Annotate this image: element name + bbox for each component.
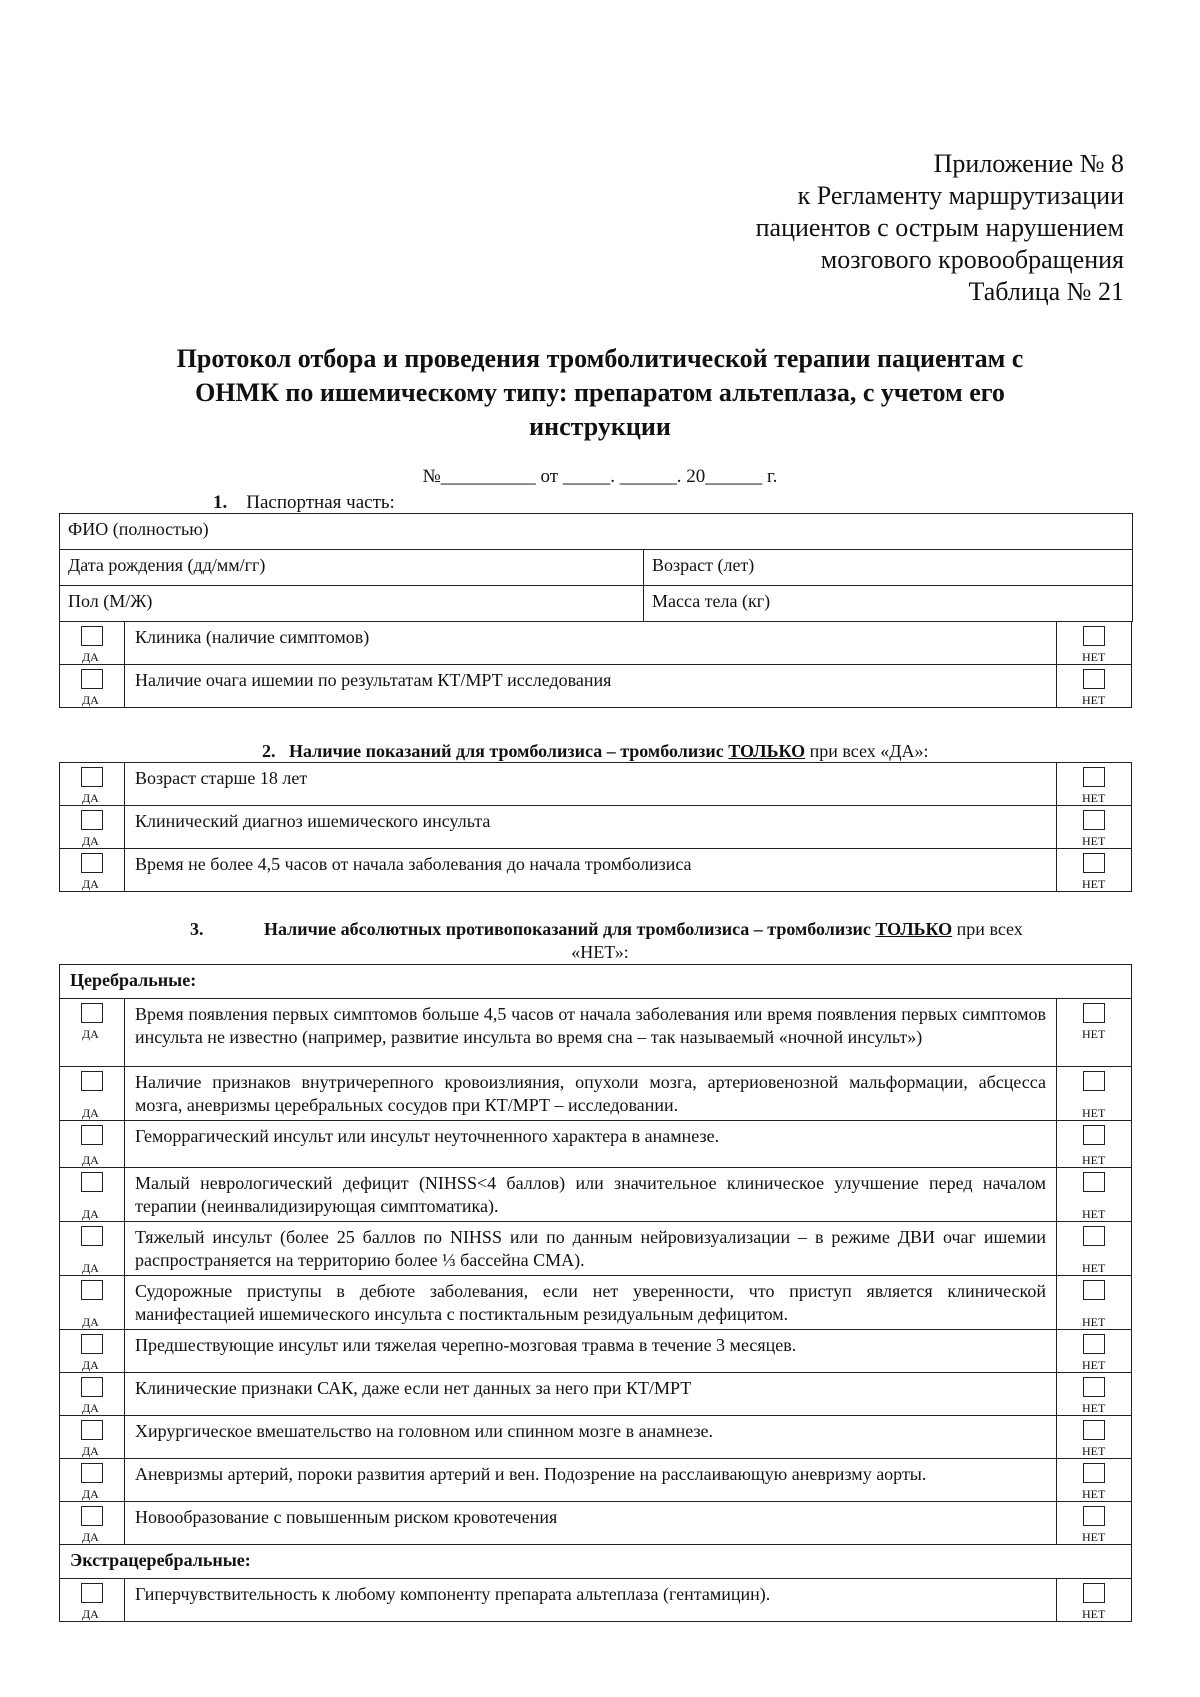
- checklist-row: [60, 1330, 1132, 1373]
- no-checkbox[interactable]: [1083, 1280, 1105, 1300]
- yes-label: ДА: [82, 693, 99, 707]
- section3-title: Наличие абсолютных противопоказаний для тромболизиса – тромболизис: [264, 919, 871, 939]
- yes-label: ДА: [82, 834, 99, 848]
- yes-label: ДА: [82, 1358, 99, 1372]
- criterion-text: Время не более 4,5 часов от начала заболевания до начала тромболизиса: [125, 849, 1057, 892]
- page-title: [150, 342, 1050, 444]
- appendix-header: [756, 148, 1124, 308]
- criterion-text: Тяжелый инсульт (более 25 баллов по NIHSS или по данным нейровизуализации – в режиме ДВИ очаг ишемии распространяется на территорию более ⅓ бассейна СМА).: [125, 1222, 1057, 1276]
- header-line-regulation: к Регламенту маршрутизации: [797, 181, 1124, 210]
- yes-label: ДА: [82, 791, 99, 805]
- yes-checkbox[interactable]: [81, 1125, 103, 1145]
- no-checkbox[interactable]: [1083, 1583, 1105, 1603]
- sex-field[interactable]: Пол (М/Ж): [60, 586, 644, 622]
- checklist-row: [60, 1459, 1132, 1502]
- no-checkbox[interactable]: [1083, 1125, 1105, 1145]
- yes-label: ДА: [82, 1530, 99, 1544]
- no-label: НЕТ: [1082, 1261, 1106, 1275]
- no-label: НЕТ: [1082, 877, 1106, 891]
- checklist-row: [60, 1067, 1132, 1121]
- yes-checkbox[interactable]: [81, 1334, 103, 1354]
- section3-only-emphasis: ТОЛЬКО: [875, 919, 953, 939]
- protocol-number-line[interactable]: №__________ от _____. ______. 20______ г.: [422, 466, 778, 487]
- section1-title: Паспортная часть:: [246, 492, 395, 513]
- header-line-appendix: Приложение № 8: [933, 149, 1124, 178]
- criterion-text: Клинический диагноз ишемического инсульта: [125, 806, 1057, 849]
- criterion-text: Малый неврологический дефицит (NIHSS<4 баллов) или значительное клиническое улучшение перед началом терапии (неинвалидизирующая симптоматика).: [125, 1168, 1057, 1222]
- yes-checkbox[interactable]: [81, 1280, 103, 1300]
- yes-label: ДА: [82, 1261, 99, 1275]
- section2-title-rest: при всех «ДА»:: [809, 741, 929, 761]
- no-label: НЕТ: [1082, 834, 1106, 848]
- section2-checklist: [59, 762, 1132, 892]
- criterion-text: Аневризмы артерий, пороки развития артерий и вен. Подозрение на расслаивающую аневризму аорты.: [125, 1459, 1057, 1502]
- no-label: НЕТ: [1082, 650, 1106, 664]
- criterion-text: Наличие очага ишемии по результатам КТ/МРТ исследования: [125, 665, 1057, 708]
- yes-label: ДА: [82, 1444, 99, 1458]
- yes-label: ДА: [82, 1607, 99, 1621]
- criterion-text: Возраст старше 18 лет: [125, 763, 1057, 806]
- no-label: НЕТ: [1082, 1358, 1106, 1372]
- section2-heading: [262, 740, 928, 762]
- no-label: НЕТ: [1082, 1315, 1106, 1329]
- birth-date-field[interactable]: Дата рождения (дд/мм/гг): [60, 550, 644, 586]
- age-field[interactable]: Возраст (лет): [644, 550, 1133, 586]
- criterion-text: Геморрагический инсульт или инсульт неуточненного характера в анамнезе.: [125, 1121, 1057, 1168]
- no-checkbox[interactable]: [1083, 1226, 1105, 1246]
- checklist-row: [60, 1579, 1132, 1622]
- yes-checkbox[interactable]: [81, 1506, 103, 1526]
- checklist-row: [60, 1121, 1132, 1168]
- no-checkbox[interactable]: [1083, 626, 1105, 646]
- header-line-patients: пациентов с острым нарушением: [755, 213, 1124, 242]
- no-checkbox[interactable]: [1083, 1003, 1105, 1023]
- yes-checkbox[interactable]: [81, 1583, 103, 1603]
- no-checkbox[interactable]: [1083, 1506, 1105, 1526]
- section3-number: 3.: [190, 919, 204, 939]
- no-checkbox[interactable]: [1083, 1463, 1105, 1483]
- no-label: НЕТ: [1082, 1027, 1106, 1041]
- criterion-text: Клиника (наличие симптомов): [125, 622, 1057, 665]
- no-checkbox[interactable]: [1083, 1172, 1105, 1192]
- yes-checkbox[interactable]: [81, 1071, 103, 1091]
- no-checkbox[interactable]: [1083, 810, 1105, 830]
- section3-checklist: [59, 964, 1132, 1622]
- checklist-row: [60, 1276, 1132, 1330]
- no-label: НЕТ: [1082, 693, 1106, 707]
- checklist-row: [60, 622, 1132, 665]
- yes-label: ДА: [82, 1401, 99, 1415]
- no-label: НЕТ: [1082, 1207, 1106, 1221]
- checklist-row: [60, 1416, 1132, 1459]
- yes-checkbox[interactable]: [81, 853, 103, 873]
- checklist-row: [60, 806, 1132, 849]
- passport-table: [59, 513, 1133, 622]
- no-label: НЕТ: [1082, 1487, 1106, 1501]
- criterion-text: Судорожные приступы в дебюте заболевания, если нет уверенности, что приступ является клинической манифестацией ишемического инсульта с постиктальным резидуальным дефицитом.: [125, 1276, 1057, 1330]
- no-checkbox[interactable]: [1083, 669, 1105, 689]
- yes-checkbox[interactable]: [81, 1420, 103, 1440]
- checklist-row: [60, 1222, 1132, 1276]
- no-label: НЕТ: [1082, 1530, 1106, 1544]
- no-label: НЕТ: [1082, 1153, 1106, 1167]
- checklist-row: [60, 665, 1132, 708]
- weight-field[interactable]: Масса тела (кг): [644, 586, 1133, 622]
- section1-heading: [213, 492, 395, 514]
- yes-label: ДА: [82, 877, 99, 891]
- yes-checkbox[interactable]: [81, 1463, 103, 1483]
- yes-label: ДА: [82, 650, 99, 664]
- section2-only-emphasis: ТОЛЬКО: [728, 741, 806, 761]
- section3-title-line: [264, 918, 1023, 940]
- yes-checkbox[interactable]: [81, 1172, 103, 1192]
- yes-label: ДА: [82, 1315, 99, 1329]
- no-label: НЕТ: [1082, 1607, 1106, 1621]
- yes-label: ДА: [82, 1153, 99, 1167]
- no-checkbox[interactable]: [1083, 767, 1105, 787]
- header-line-circulation: мозгового кровообращения: [820, 245, 1124, 274]
- yes-checkbox[interactable]: [81, 810, 103, 830]
- yes-label: ДА: [82, 1207, 99, 1221]
- header-line-table-number: Таблица № 21: [968, 277, 1124, 306]
- checklist-row: [60, 1502, 1132, 1545]
- yes-label: ДА: [82, 1487, 99, 1501]
- yes-checkbox[interactable]: [81, 1377, 103, 1397]
- section1-checklist: [59, 621, 1132, 708]
- checklist-row: [60, 999, 1132, 1067]
- section3-heading: [190, 918, 204, 940]
- group-extracerebral-heading: Экстрацеребральные:: [60, 1545, 1132, 1579]
- checklist-row: [60, 849, 1132, 892]
- yes-checkbox[interactable]: [81, 626, 103, 646]
- yes-checkbox[interactable]: [81, 1226, 103, 1246]
- section1-number: 1.: [213, 492, 228, 513]
- no-checkbox[interactable]: [1083, 1420, 1105, 1440]
- yes-checkbox[interactable]: [81, 669, 103, 689]
- section2-number: 2.: [262, 741, 276, 761]
- checklist-row: [60, 1373, 1132, 1416]
- criterion-text: Клинические признаки САК, даже если нет данных за него при КТ/МРТ: [125, 1373, 1057, 1416]
- yes-checkbox[interactable]: [81, 1003, 103, 1023]
- group-cerebral-heading: Церебральные:: [60, 965, 1132, 999]
- no-checkbox[interactable]: [1083, 1334, 1105, 1354]
- yes-label: ДА: [82, 1106, 99, 1120]
- criterion-text: Гиперчувствительность к любому компоненту препарата альтеплаза (гентамицин).: [125, 1579, 1057, 1622]
- fio-field[interactable]: ФИО (полностью): [60, 514, 1133, 550]
- no-label: НЕТ: [1082, 1401, 1106, 1415]
- yes-checkbox[interactable]: [81, 767, 103, 787]
- no-checkbox[interactable]: [1083, 1377, 1105, 1397]
- criterion-text: Наличие признаков внутричерепного кровоизлияния, опухоли мозга, артериовенозной мальформации, абсцесса мозга, аневризмы церебральных сосудов при КТ/МРТ – исследовании.: [125, 1067, 1057, 1121]
- section3-title-rest: при всех: [956, 919, 1023, 939]
- title-line-2: ОНМК по ишемическому типу: препаратом альтеплаза, с учетом его: [195, 378, 1005, 407]
- checklist-row: [60, 1168, 1132, 1222]
- title-line-1: Протокол отбора и проведения тромболитической терапии пациентам с: [176, 344, 1024, 373]
- yes-label: ДА: [82, 1027, 99, 1041]
- section2-title: Наличие показаний для тромболизиса – тромболизис: [289, 741, 724, 761]
- title-line-3: инструкции: [529, 412, 671, 441]
- no-checkbox[interactable]: [1083, 853, 1105, 873]
- no-label: НЕТ: [1082, 1444, 1106, 1458]
- no-label: НЕТ: [1082, 791, 1106, 805]
- checklist-row: [60, 763, 1132, 806]
- no-checkbox[interactable]: [1083, 1071, 1105, 1091]
- criterion-text: Хирургическое вмешательство на головном или спинном мозге в анамнезе.: [125, 1416, 1057, 1459]
- criterion-text: Новообразование с повышенным риском кровотечения: [125, 1502, 1057, 1545]
- criterion-text: Время появления первых симптомов больше 4,5 часов от начала заболевания или время появления первых симптомов инсульта не известно (например, развитие инсульта во время сна – так называемый «ночной инсульт»): [125, 999, 1057, 1067]
- no-label: НЕТ: [1082, 1106, 1106, 1120]
- section3-title-line2: «НЕТ»:: [571, 942, 629, 962]
- criterion-text: Предшествующие инсульт или тяжелая черепно-мозговая травма в течение 3 месяцев.: [125, 1330, 1057, 1373]
